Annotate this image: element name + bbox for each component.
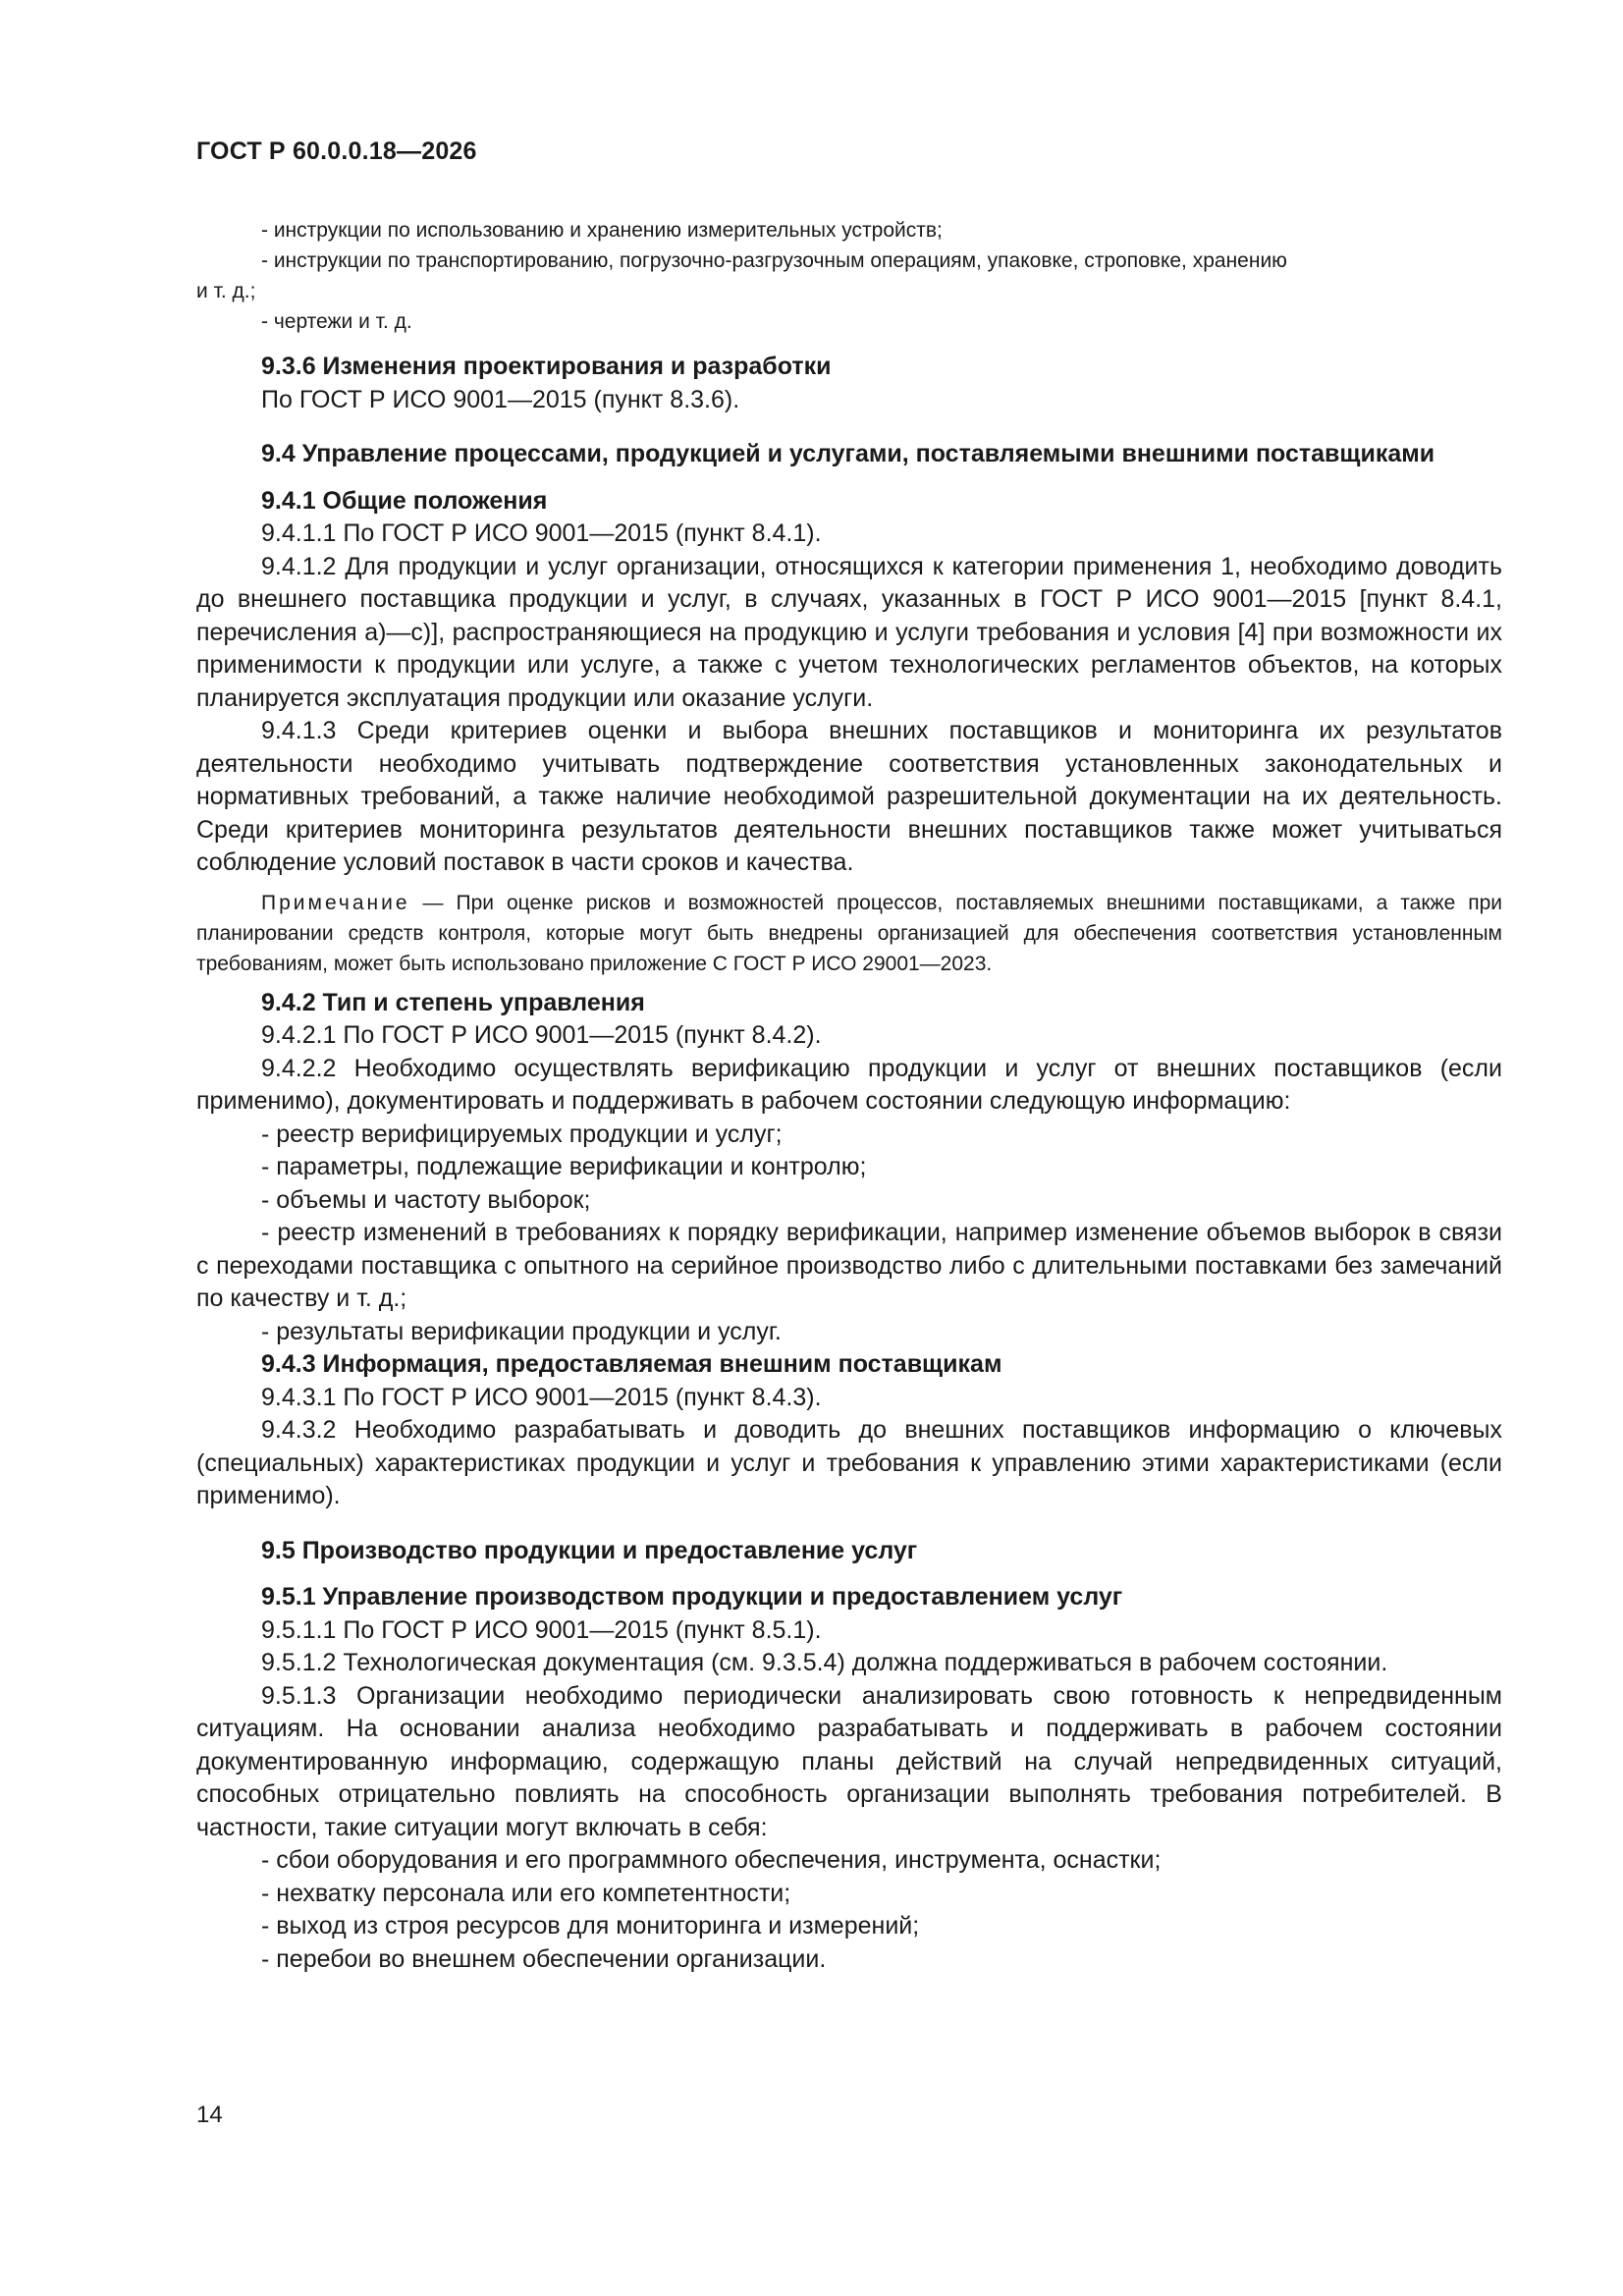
paragraph: 9.4.2.2 Необходимо осуществлять верификацию продукции и услуг от внешних поставщиков (если применимо), документировать и поддерживать в рабочем состоянии следующую информацию: (196, 1054, 1502, 1115)
list-item: - инструкции по использованию и хранению измерительных устройств; (261, 219, 943, 242)
list-item: - чертежи и т. д. (261, 310, 412, 333)
paragraph: 9.4.2.1 По ГОСТ Р ИСО 9001—2015 (пункт 8.4.2). (261, 1021, 822, 1049)
list-item: - инструкции по транспортированию, погрузочно-разгрузочным операциям, упаковке, строповке, хранению (261, 249, 1287, 272)
list-item: - выход из строя ресурсов для мониторинга и измерений; (261, 1912, 920, 1940)
section-heading-9-3-6: 9.3.6 Изменения проектирования и разработки (261, 353, 832, 380)
list-item: - нехватку персонала или его компетентности; (261, 1879, 791, 1907)
section-heading-9-4-3: 9.4.3 Информация, предоставляемая внешним поставщикам (261, 1350, 1002, 1378)
section-heading-9-5-1: 9.5.1 Управление производством продукции и предоставлением услуг (261, 1583, 1123, 1611)
list-item: - сбои оборудования и его программного обеспечения, инструмента, оснастки; (261, 1846, 1162, 1874)
section-heading-9-4: 9.4 Управление процессами, продукцией и услугами, поставляемыми внешними поставщиками (261, 440, 1435, 467)
document-page (196, 137, 1502, 1976)
section-heading-9-5: 9.5 Производство продукции и предоставление услуг (261, 1536, 918, 1564)
top-list (196, 215, 1502, 337)
section-heading-9-4-1: 9.4.1 Общие положения (261, 486, 548, 515)
note-label: Примечание (261, 891, 410, 914)
paragraph: По ГОСТ Р ИСО 9001—2015 (пункт 8.3.6). (261, 385, 740, 413)
paragraph: 9.4.3.2 Необходимо разрабатывать и доводить до внешних поставщиков информацию о ключевых (специальных) характеристиках продукции и услуг и требования к управлению этими характеристиками (если применимо). (196, 1416, 1502, 1509)
list-item-continuation: и т. д.; (196, 280, 256, 302)
main-body (196, 351, 1502, 880)
list-item: - реестр верифицируемых продукции и услуг; (261, 1120, 783, 1148)
paragraph: 9.4.3.1 По ГОСТ Р ИСО 9001—2015 (пункт 8.4.3). (261, 1383, 822, 1411)
page-number: 14 (196, 2102, 223, 2128)
note-block (196, 888, 1502, 979)
section-heading-9-4-2: 9.4.2 Тип и степень управления (261, 988, 645, 1016)
paragraph: 9.5.1.2 Технологическая документация (см. 9.3.5.4) должна поддерживаться в рабочем состоянии. (261, 1649, 1388, 1676)
list-item: - реестр изменений в требованиях к порядку верификации, например изменение объемов выборок в связи с переходами поставщика с опытного на серийное производство либо с длительными поставками без замечаний по качеству и т. д.; (196, 1219, 1502, 1312)
list-item: - параметры, подлежащие верификации и контролю; (261, 1153, 867, 1180)
paragraph: 9.4.1.3 Среди критериев оценки и выбора внешних поставщиков и мониторинга их результатов деятельности необходимо учитывать подтверждение соответствия установленных законодательных и нормативных требований, а также наличие необходимой разрешительной документации на их деятельность. Среди критериев мониторинга результатов деятельности внешних поставщиков также может учитываться соблюдение условий поставок в части сроков и качества. (196, 717, 1502, 876)
document-header: ГОСТ Р 60.0.0.18—2026 (196, 137, 477, 165)
paragraph: 9.5.1.1 По ГОСТ Р ИСО 9001—2015 (пункт 8.5.1). (261, 1615, 822, 1644)
note-text: — При оценке рисков и возможностей процессов, поставляемых внешними поставщиками, а также при планировании средств контроля, которые могут быть внедрены организацией для обеспечения соответствия установленным требованиям, может быть использовано приложение С ГОСТ Р ИСО 29001—2023. (196, 891, 1502, 975)
paragraph: 9.5.1.3 Организации необходимо периодически анализировать свою готовность к непредвиденным ситуациям. На основании анализа необходимо разрабатывать и поддерживать в рабочем состоянии документированную информацию, содержащую планы действий на случай непредвиденных ситуаций, способных отрицательно повлиять на способность организации выполнять требования потребителей. В частности, такие ситуации могут включать в себя: (196, 1681, 1502, 1841)
list-item: - объемы и частоту выборок; (261, 1185, 591, 1214)
main-body-2 (196, 987, 1502, 1977)
list-item: - результаты верификации продукции и услуг. (261, 1317, 782, 1345)
list-item: - перебои во внешнем обеспечении организации. (261, 1944, 827, 1973)
paragraph: 9.4.1.2 Для продукции и услуг организации, относящихся к категории применения 1, необходимо доводить до внешнего поставщика продукции и услуг, в случаях, указанных в ГОСТ Р ИСО 9001—2015 [пункт 8.4.1, перечисления а)—с)], распространяющиеся на продукцию и услуги требования и условия [4] при возможности их применимости к продукции или услуге, а также с учетом технологических регламентов объектов, на которых планируется эксплуатация продукции или оказание услуги. (196, 552, 1502, 712)
paragraph: 9.4.1.1 По ГОСТ Р ИСО 9001—2015 (пункт 8.4.1). (261, 519, 822, 547)
